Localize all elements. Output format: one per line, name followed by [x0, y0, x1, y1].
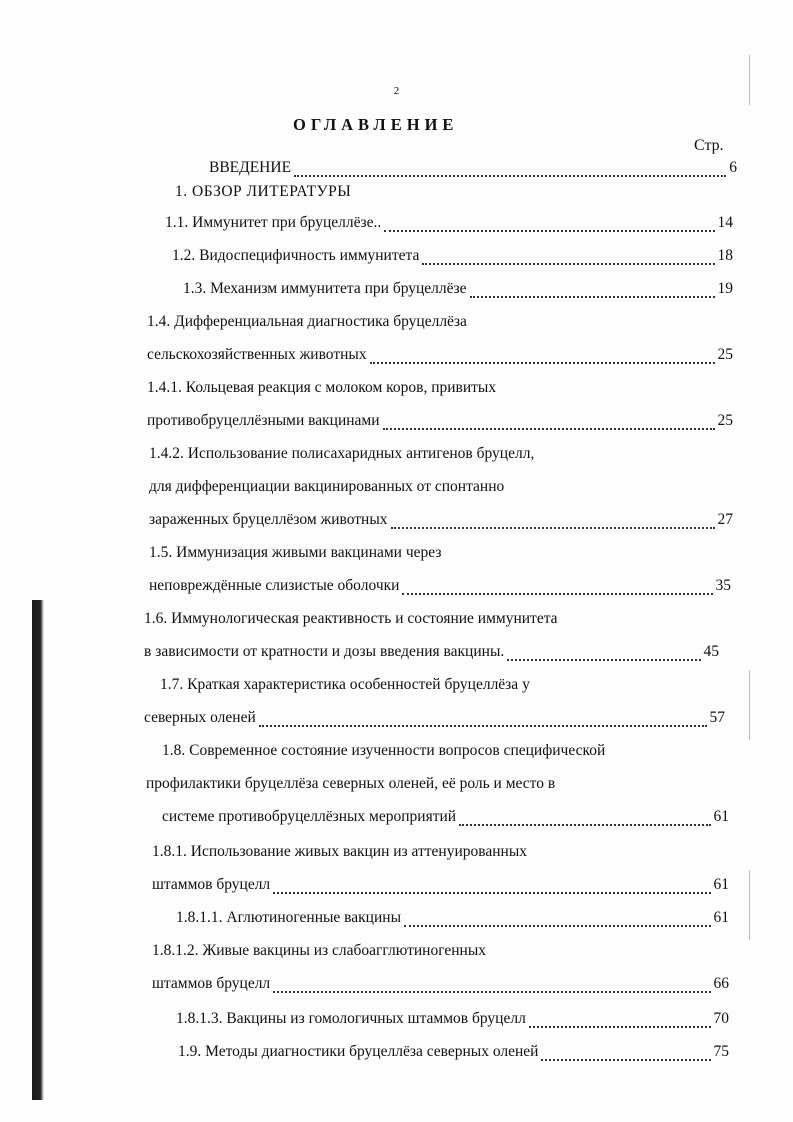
- toc-entry-text: 1.8.1.1. Аглютиногенные вакцины: [176, 909, 401, 926]
- toc-entry[interactable]: [147, 409, 733, 433]
- dot-leader: [507, 649, 700, 661]
- toc-entry[interactable]: [176, 1007, 729, 1031]
- toc-entry-text: неповреждённые слизистые оболочки: [149, 577, 400, 594]
- toc-entry-page: 35: [715, 577, 731, 594]
- toc-entry[interactable]: [149, 442, 534, 466]
- toc-entry-text: 1.4. Дифференциальная диагностика бруцеллёза: [147, 313, 467, 330]
- toc-entry[interactable]: [172, 244, 733, 268]
- toc-entry-text: противобруцеллёзными вакцинами: [147, 412, 380, 429]
- toc-entry[interactable]: [176, 906, 729, 930]
- dot-leader: [391, 517, 715, 529]
- toc-entry-text: 1.4.1. Кольцевая реакция с молоком коров, привитых: [147, 379, 497, 396]
- toc-entry[interactable]: [147, 310, 467, 334]
- toc-entry[interactable]: [147, 343, 733, 367]
- toc-entry-page: 66: [713, 975, 729, 992]
- toc-entry-text: в зависимости от кратности и дозы введения вакцины.: [144, 643, 505, 660]
- toc-entry-text: штаммов бруцелл: [152, 876, 271, 893]
- toc-entry-page: 27: [717, 511, 733, 528]
- toc-entry[interactable]: [183, 277, 733, 301]
- toc-entry-page: 70: [713, 1010, 729, 1027]
- toc-entry-text: штаммов бруцелл: [152, 975, 271, 992]
- toc-entry-page: 57: [709, 709, 725, 726]
- toc-entry-page: 75: [713, 1043, 729, 1060]
- toc-entry-text: 1.8.1.2. Живые вакцины из слабоагглютиногенных: [152, 942, 486, 959]
- toc-entry-text: 1.8.1.3. Вакцины из гомологичных штаммов бруцелл: [176, 1010, 526, 1027]
- toc-entry[interactable]: [152, 939, 486, 963]
- toc-entry[interactable]: [146, 772, 555, 796]
- toc-entry-text: ВВЕДЕНИЕ: [209, 159, 292, 176]
- toc-entry-page: 61: [713, 909, 729, 926]
- toc-entry-page: 6: [729, 159, 737, 176]
- toc-entry-text: профилактики бруцеллёза северных оленей, её роль и место в: [146, 775, 556, 792]
- toc-entry-text: 1.7. Краткая характеристика особенностей бруцеллёза у: [160, 676, 530, 693]
- toc-entry-page: 45: [703, 643, 719, 660]
- toc-entry[interactable]: [162, 739, 605, 763]
- toc-entry[interactable]: [149, 541, 441, 565]
- toc-entry-text: для дифференциации вакцинированных от спонтанно: [149, 478, 505, 495]
- dot-leader: [370, 352, 715, 364]
- toc-entry[interactable]: [152, 840, 527, 864]
- dot-leader: [541, 1049, 710, 1061]
- dot-leader: [383, 418, 715, 430]
- toc-entry-page: 18: [717, 247, 733, 264]
- toc-entry-text: 1.3. Механизм иммунитета при бруцеллёзе: [183, 280, 467, 297]
- toc-entry-page: 25: [717, 346, 733, 363]
- toc-entry[interactable]: [165, 211, 733, 235]
- dot-leader: [273, 882, 710, 894]
- toc-entry-text: 1. ОБЗОР ЛИТЕРАТУРЫ: [175, 183, 352, 200]
- dot-leader: [529, 1016, 711, 1028]
- toc-entry[interactable]: [160, 673, 530, 697]
- scan-edge-right: [749, 870, 750, 940]
- toc-entry-text: 1.9. Методы диагностики бруцеллёза северных оленей: [178, 1043, 539, 1060]
- toc-entry-text: северных оленей: [144, 709, 256, 726]
- toc-entry-text: 1.6. Иммунологическая реактивность и состояние иммунитета: [144, 610, 558, 627]
- toc-entry-text: системе противобруцеллёзных мероприятий: [162, 808, 457, 825]
- dot-leader: [459, 814, 710, 826]
- scan-edge-right: [749, 55, 750, 105]
- toc-entry[interactable]: [147, 376, 496, 400]
- dot-leader: [404, 915, 711, 927]
- toc-entry[interactable]: [144, 706, 725, 730]
- toc-entry-page: 61: [713, 876, 729, 893]
- dot-leader: [422, 253, 714, 265]
- toc-entry[interactable]: [144, 640, 719, 664]
- page-number: 2: [393, 85, 400, 97]
- dot-leader: [294, 165, 726, 177]
- toc-entry-text: 1.8. Современное состояние изученности вопросов специфической: [162, 742, 606, 759]
- toc-entry-page: 19: [717, 280, 733, 297]
- toc-entry[interactable]: [149, 574, 731, 598]
- toc-section-heading[interactable]: [175, 180, 351, 204]
- dot-leader: [273, 981, 710, 993]
- toc-entry-text: сельскохозяйственных животных: [147, 346, 367, 363]
- toc-entry[interactable]: [162, 805, 729, 829]
- toc-entry-text: 1.2. Видоспецифичность иммунитета: [172, 247, 420, 264]
- dot-leader: [384, 220, 714, 232]
- scan-edge-right: [749, 670, 750, 740]
- toc-entry-page: 61: [713, 808, 729, 825]
- toc-entry-text: 1.5. Иммунизация живыми вакцинами через: [149, 544, 442, 561]
- toc-heading: ОГЛАВЛЕНИЕ: [293, 115, 459, 134]
- page-column-label: Стр.: [694, 137, 724, 154]
- toc-entry[interactable]: [152, 972, 729, 996]
- toc-entry-text: 1.1. Иммунитет при бруцеллёзе..: [165, 214, 382, 231]
- dot-leader: [470, 286, 715, 298]
- toc-entry[interactable]: [149, 475, 504, 499]
- toc-entry[interactable]: [152, 873, 729, 897]
- toc-entry-page: 14: [717, 214, 733, 231]
- dot-leader: [402, 583, 712, 595]
- dot-leader: [259, 715, 707, 727]
- toc-entry[interactable]: [144, 607, 558, 631]
- scan-shadow-left: [32, 600, 44, 1100]
- toc-entry-text: 1.8.1. Использование живых вакцин из аттенуированных: [152, 843, 528, 860]
- toc-entry[interactable]: [178, 1040, 729, 1064]
- toc-entry[interactable]: [209, 156, 737, 180]
- toc-entry-page: 25: [717, 412, 733, 429]
- toc-entry-text: зараженных бруцеллёзом животных: [149, 511, 388, 528]
- toc-entry[interactable]: [149, 508, 733, 532]
- toc-entry-text: 1.4.2. Использование полисахаридных антигенов бруцелл,: [149, 445, 535, 462]
